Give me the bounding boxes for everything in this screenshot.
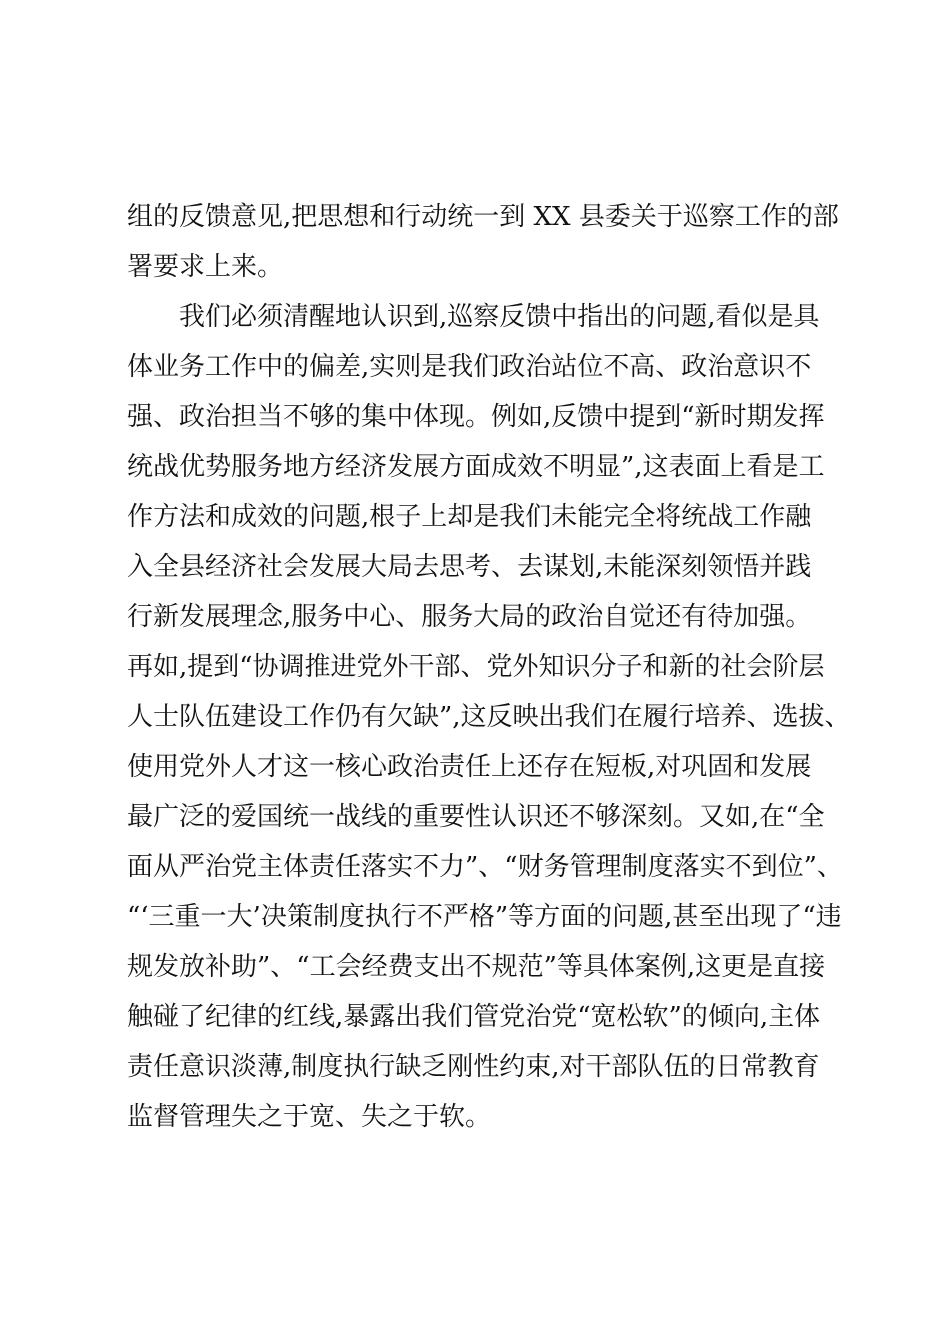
paragraph-line: 体业务工作中的偏差,实则是我们政治站位不高、政治意识不 — [127, 352, 812, 382]
paragraph-line: 组的反馈意见,把思想和行动统一到 XX 县委关于巡察工作的部 — [127, 202, 839, 232]
paragraph-2 — [127, 292, 851, 1142]
paragraph-line: 我们必须清醒地认识到,巡察反馈中指出的问题,看似是具 — [179, 302, 820, 332]
paragraph-line: 人士队伍建设工作仍有欠缺”,这反映出我们在履行培养、选拔、 — [127, 702, 851, 732]
paragraph-line: 面从严治党主体责任落实不力”、“财务管理制度落实不到位”、 — [127, 852, 843, 882]
paragraph-line: 行新发展理念,服务中心、服务大局的政治自觉还有待加强。 — [127, 602, 812, 632]
paragraph-line: 触碰了纪律的红线,暴露出我们管党治党“宽松软”的倾向,主体 — [127, 1002, 821, 1032]
paragraph-line: 使用党外人才这一核心政治责任上还存在短板,对巩固和发展 — [127, 752, 812, 782]
paragraph-line: 强、政治担当不够的集中体现。例如,反馈中提到“新时期发挥 — [127, 402, 825, 432]
paragraph-line: 统战优势服务地方经济发展方面成效不明显”,这表面上看是工 — [127, 452, 825, 482]
document-body — [127, 192, 851, 1142]
paragraph-line: 监督管理失之于宽、失之于软。 — [127, 1102, 492, 1132]
paragraph-line: 署要求上来。 — [127, 252, 284, 282]
paragraph-1 — [127, 192, 839, 292]
paragraph-line: 再如,提到“协调推进党外干部、党外知识分子和新的社会阶层 — [127, 652, 825, 682]
paragraph-line: 规发放补助”、“工会经费支出不规范”等具体案例,这更是直接 — [127, 952, 826, 982]
paragraph-line: 入全县经济社会发展大局去思考、去谋划,未能深刻领悟并践 — [127, 552, 812, 582]
paragraph-line: 责任意识淡薄,制度执行缺乏刚性约束,对干部队伍的日常教育 — [127, 1052, 820, 1082]
paragraph-line: “‘三重一大’决策制度执行不严格”等方面的问题,甚至出现了“违 — [127, 902, 842, 932]
paragraph-line: 最广泛的爱国统一战线的重要性认识还不够深刻。又如,在“全 — [127, 802, 825, 832]
paragraph-line: 作方法和成效的问题,根子上却是我们未能完全将统战工作融 — [127, 502, 812, 532]
